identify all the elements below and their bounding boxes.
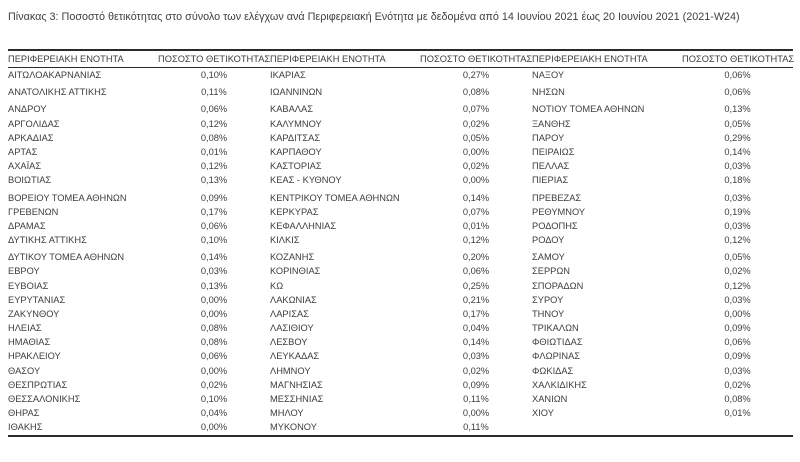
region-name-cell: ΒΟΙΩΤΙΑΣ	[8, 175, 52, 186]
positivity-value-cell: 0,06%	[724, 337, 751, 348]
table-row	[8, 233, 793, 247]
positivity-value-cell: 0,20%	[462, 252, 490, 263]
region-name-cell: ΦΛΩΡΙΝΑΣ	[532, 351, 581, 362]
region-name-cell: ΑΝΔΡΟΥ	[8, 104, 47, 115]
region-name-cell: ΔΥΤΙΚΟΥ ΤΟΜΕΑ ΑΘΗΝΩΝ	[8, 252, 125, 263]
positivity-value-cell: 0,03%	[724, 192, 751, 203]
region-name-cell: ΚΙΛΚΙΣ	[270, 235, 300, 246]
region-name-cell: ΡΟΔΟΠΗΣ	[532, 220, 578, 231]
positivity-value-cell: 0,05%	[724, 118, 751, 129]
positivity-value-cell: 0,09%	[462, 379, 490, 390]
positivity-value-cell: 0,13%	[200, 175, 228, 186]
positivity-value-cell: 0,08%	[724, 394, 751, 405]
region-name-cell: ΝΑΞΟΥ	[532, 70, 565, 81]
region-name-cell: ΛΑΡΙΣΑΣ	[270, 308, 309, 319]
positivity-value-cell: 0,01%	[724, 408, 751, 419]
region-name-cell: ΚΑΛΥΜΝΟΥ	[270, 118, 322, 129]
positivity-value-cell: 0,10%	[200, 70, 228, 81]
positivity-value-cell: 0,03%	[724, 294, 751, 305]
table-row	[8, 117, 793, 131]
region-name-cell: ΚΑΣΤΟΡΙΑΣ	[270, 161, 322, 172]
table-row	[8, 68, 793, 83]
positivity-value-cell: 0,11%	[201, 87, 227, 98]
positivity-value-cell: 0,09%	[724, 351, 751, 362]
region-name-cell: ΜΗΛΟΥ	[270, 408, 304, 419]
positivity-value-cell: 0,08%	[200, 337, 228, 348]
region-name-cell: ΠΕΛΛΑΣ	[532, 161, 570, 172]
table-row	[8, 378, 793, 392]
positivity-value-cell: 0,04%	[462, 323, 490, 334]
region-name-cell: ΤΡΙΚΑΛΩΝ	[532, 323, 579, 334]
region-name-cell: ΤΗΝΟΥ	[532, 308, 565, 319]
positivity-header-1: ΠΟΣΟΣΤΟ ΘΕΤΙΚΟΤΗΤΑΣ	[158, 50, 270, 68]
table-row	[8, 188, 793, 205]
region-name-cell: ΚΕΡΚΥΡΑΣ	[270, 206, 319, 217]
region-name-cell: ΛΑΣΙΘΙΟΥ	[270, 323, 314, 334]
region-name-cell: ΜΑΓΝΗΣΙΑΣ	[270, 379, 323, 390]
region-name-cell: ΚΟΡΙΝΘΙΑΣ	[270, 266, 321, 277]
region-name-cell: ΗΛΕΙΑΣ	[8, 323, 42, 334]
positivity-value-cell: 0,06%	[724, 87, 751, 98]
region-name-cell: ΓΡΕΒΕΝΩΝ	[8, 206, 59, 217]
positivity-value-cell: 0,12%	[200, 118, 228, 129]
region-name-cell: ΑΙΤΩΛΟΑΚΑΡΝΑΝΙΑΣ	[8, 70, 102, 81]
positivity-value-cell: 0,14%	[462, 337, 490, 348]
table-row	[8, 264, 793, 278]
region-name-cell: ΚΑΒΑΛΑΣ	[270, 104, 313, 115]
table-row	[8, 219, 793, 233]
region-name-cell: ΠΡΕΒΕΖΑΣ	[532, 192, 582, 203]
region-name-cell: ΙΩΑΝΝΙΝΩΝ	[270, 87, 323, 98]
positivity-value-cell: 0,03%	[200, 266, 228, 277]
positivity-value-cell: 0,13%	[724, 104, 751, 115]
positivity-header-2: ΠΟΣΟΣΤΟ ΘΕΤΙΚΟΤΗΤΑΣ	[420, 50, 532, 68]
region-name-cell: ΕΥΒΟΙΑΣ	[8, 280, 49, 291]
region-name-cell: ΛΑΚΩΝΙΑΣ	[270, 294, 317, 305]
positivity-value-cell: 0,01%	[462, 220, 490, 231]
positivity-value-cell: 0,12%	[724, 280, 751, 291]
region-name-cell: ΑΡΓΟΛΙΔΑΣ	[8, 118, 60, 129]
positivity-value-cell: 0,07%	[462, 206, 490, 217]
region-name-cell: ΛΗΜΝΟΥ	[270, 365, 311, 376]
positivity-value-cell: 0,12%	[462, 235, 490, 246]
region-name-cell: ΛΕΣΒΟΥ	[270, 337, 308, 348]
region-name-cell: ΒΟΡΕΙΟΥ ΤΟΜΕΑ ΑΘΗΝΩΝ	[8, 192, 127, 203]
positivity-value-cell: 0,03%	[462, 351, 490, 362]
positivity-value-cell: 0,06%	[724, 70, 751, 81]
region-name-cell: ΕΒΡΟΥ	[8, 266, 40, 277]
positivity-value-cell: 0,09%	[724, 323, 751, 334]
positivity-value-cell: 0,13%	[200, 280, 228, 291]
positivity-value-cell: 0,00%	[462, 408, 490, 419]
region-name-cell: ΘΕΣΣΑΛΟΝΙΚΗΣ	[8, 394, 81, 405]
table-row	[8, 420, 793, 435]
region-name-cell: ΜΕΣΣΗΝΙΑΣ	[270, 394, 324, 405]
region-name-cell: ΧΑΛΚΙΔΙΚΗΣ	[532, 379, 587, 390]
positivity-value-cell: 0,27%	[462, 70, 490, 81]
positivity-value-cell: 0,02%	[462, 161, 490, 172]
table-row	[8, 82, 793, 99]
region-name-cell: ΚΟΖΑΝΗΣ	[270, 252, 315, 263]
region-header-3: ΠΕΡΙΦΕΡΕΙΑΚΗ ΕΝΟΤΗΤΑ	[532, 50, 682, 68]
positivity-value-cell: 0,18%	[724, 175, 751, 186]
positivity-value-cell: 0,08%	[462, 87, 490, 98]
region-name-cell: ΙΘΑΚΗΣ	[8, 422, 43, 433]
region-name-cell: ΙΚΑΡΙΑΣ	[270, 70, 306, 81]
positivity-value-cell: 0,00%	[200, 294, 228, 305]
positivity-value-cell: 0,10%	[200, 235, 228, 246]
region-header-1: ΠΕΡΙΦΕΡΕΙΑΚΗ ΕΝΟΤΗΤΑ	[8, 50, 158, 68]
positivity-value-cell: 0,14%	[200, 252, 228, 263]
region-name-cell: ΕΥΡΥΤΑΝΙΑΣ	[8, 294, 66, 305]
table-row	[8, 392, 793, 406]
positivity-value-cell: 0,11%	[463, 394, 489, 405]
positivity-header-3: ΠΟΣΟΣΤΟ ΘΕΤΙΚΟΤΗΤΑΣ	[682, 50, 793, 68]
positivity-value-cell: 0,17%	[200, 206, 228, 217]
positivity-value-cell: 0,08%	[200, 132, 228, 143]
region-name-cell: ΘΗΡΑΣ	[8, 408, 40, 419]
table-row	[8, 131, 793, 145]
region-name-cell: ΚΑΡΔΙΤΣΑΣ	[270, 132, 321, 143]
region-name-cell: ΚΕΑΣ - ΚΥΘΝΟΥ	[270, 175, 342, 186]
table-row	[8, 205, 793, 219]
positivity-value-cell: 0,03%	[724, 220, 751, 231]
region-name-cell: ΠΑΡΟΥ	[532, 132, 565, 143]
positivity-value-cell: 0,02%	[724, 379, 751, 390]
positivity-value-cell: 0,00%	[200, 365, 228, 376]
region-name-cell: ΑΡΤΑΣ	[8, 147, 38, 158]
region-name-cell: ΦΩΚΙΔΑΣ	[532, 365, 574, 376]
positivity-value-cell: 0,12%	[200, 161, 228, 172]
positivity-value-cell: 0,21%	[462, 294, 490, 305]
region-name-cell: ΚΑΡΠΑΘΟΥ	[270, 147, 322, 158]
positivity-value-cell: 0,02%	[462, 118, 490, 129]
region-name-cell: ΚΩ	[270, 280, 284, 291]
region-name-cell: ΣΕΡΡΩΝ	[532, 266, 571, 277]
positivity-value-cell: 0,00%	[200, 308, 228, 319]
region-name-cell: ΝΟΤΙΟΥ ΤΟΜΕΑ ΑΘΗΝΩΝ	[532, 104, 645, 115]
region-name-cell: ΦΘΙΩΤΙΔΑΣ	[532, 337, 583, 348]
region-name-cell: ΧΙΟΥ	[532, 408, 554, 419]
positivity-value-cell: 0,17%	[462, 308, 490, 319]
table-row	[8, 173, 793, 187]
positivity-value-cell: 0,14%	[462, 192, 490, 203]
positivity-value-cell: 0,19%	[724, 206, 751, 217]
positivity-value-cell: 0,07%	[462, 104, 490, 115]
positivity-value-cell: 0,06%	[200, 104, 228, 115]
region-name-cell: ΑΧΑΪΑΣ	[8, 161, 42, 172]
region-name-cell: ΚΕΝΤΡΙΚΟΥ ΤΟΜΕΑ ΑΘΗΝΩΝ	[270, 192, 400, 203]
positivity-value-cell: 0,05%	[462, 132, 490, 143]
positivity-value-cell: 0,06%	[200, 351, 228, 362]
positivity-value-cell: 0,12%	[724, 235, 751, 246]
positivity-value-cell	[682, 420, 793, 435]
table-row	[8, 145, 793, 159]
positivity-value-cell: 0,04%	[200, 408, 228, 419]
positivity-value-cell: 0,10%	[200, 394, 228, 405]
region-name-cell: ΠΕΙΡΑΙΩΣ	[532, 147, 575, 158]
table-row	[8, 364, 793, 378]
positivity-value-cell: 0,00%	[462, 147, 490, 158]
table-row	[8, 247, 793, 264]
region-name-cell: ΣΠΟΡΑΔΩΝ	[532, 280, 584, 291]
region-name-cell	[532, 420, 682, 435]
positivity-value-cell: 0,05%	[724, 252, 751, 263]
positivity-value-cell: 0,06%	[462, 266, 490, 277]
region-name-cell: ΑΝΑΤΟΛΙΚΗΣ ΑΤΤΙΚΗΣ	[8, 87, 107, 98]
positivity-value-cell: 0,00%	[724, 308, 751, 319]
region-name-cell: ΗΡΑΚΛΕΙΟΥ	[8, 351, 61, 362]
region-header-2: ΠΕΡΙΦΕΡΕΙΑΚΗ ΕΝΟΤΗΤΑ	[270, 50, 420, 68]
region-name-cell: ΡΕΘΥΜΝΟΥ	[532, 206, 586, 217]
region-name-cell: ΗΜΑΘΙΑΣ	[8, 337, 51, 348]
region-name-cell: ΔΥΤΙΚΗΣ ΑΤΤΙΚΗΣ	[8, 235, 87, 246]
table-body	[8, 68, 793, 436]
table-caption: Πίνακας 3: Ποσοστό θετικότητας στο σύνολο των ελέγχων ανά Περιφερειακή Ενότητα με δεδομένα από 14 Ιουνίου 2021 έως 20 Ιουνίου 2021 (2021-W24)	[8, 11, 740, 23]
table-row	[8, 321, 793, 335]
region-name-cell: ΣΑΜΟΥ	[532, 252, 565, 263]
table-row	[8, 349, 793, 363]
table-row	[8, 278, 793, 292]
table-header-row	[8, 50, 793, 68]
positivity-value-cell: 0,02%	[200, 379, 228, 390]
region-name-cell: ΘΑΣΟΥ	[8, 365, 41, 376]
region-name-cell: ΣΥΡΟΥ	[532, 294, 564, 305]
table-row	[8, 293, 793, 307]
region-name-cell: ΑΡΚΑΔΙΑΣ	[8, 132, 54, 143]
region-name-cell: ΧΑΝΙΩΝ	[532, 394, 568, 405]
positivity-value-cell: 0,25%	[462, 280, 490, 291]
positivity-value-cell: 0,02%	[462, 365, 490, 376]
positivity-value-cell: 0,00%	[200, 422, 228, 433]
table-row	[8, 406, 793, 420]
positivity-value-cell: 0,29%	[724, 132, 751, 143]
region-name-cell: ΚΕΦΑΛΛΗΝΙΑΣ	[270, 220, 337, 231]
region-name-cell: ΛΕΥΚΑΔΑΣ	[270, 351, 320, 362]
table-row	[8, 307, 793, 321]
positivity-value-cell: 0,03%	[724, 365, 751, 376]
positivity-value-cell: 0,02%	[724, 266, 751, 277]
positivity-value-cell: 0,06%	[200, 220, 228, 231]
region-name-cell: ΜΥΚΟΝΟΥ	[270, 422, 317, 433]
positivity-value-cell: 0,00%	[462, 175, 490, 186]
table-row	[8, 159, 793, 173]
positivity-table	[8, 49, 793, 436]
positivity-value-cell: 0,09%	[200, 192, 228, 203]
table-row	[8, 99, 793, 116]
region-name-cell: ΝΗΣΩΝ	[532, 87, 565, 98]
region-name-cell: ΘΕΣΠΡΩΤΙΑΣ	[8, 379, 68, 390]
positivity-value-cell: 0,03%	[724, 161, 751, 172]
positivity-value-cell: 0,14%	[724, 147, 751, 158]
region-name-cell: ΠΙΕΡΙΑΣ	[532, 175, 569, 186]
table-row	[8, 335, 793, 349]
region-name-cell: ΞΑΝΘΗΣ	[532, 118, 571, 129]
region-name-cell: ΔΡΑΜΑΣ	[8, 220, 46, 231]
region-name-cell: ΡΟΔΟΥ	[532, 235, 565, 246]
positivity-value-cell: 0,11%	[463, 422, 489, 433]
region-name-cell: ΖΑΚΥΝΘΟΥ	[8, 308, 60, 319]
positivity-value-cell: 0,08%	[200, 323, 228, 334]
positivity-value-cell: 0,01%	[200, 147, 228, 158]
